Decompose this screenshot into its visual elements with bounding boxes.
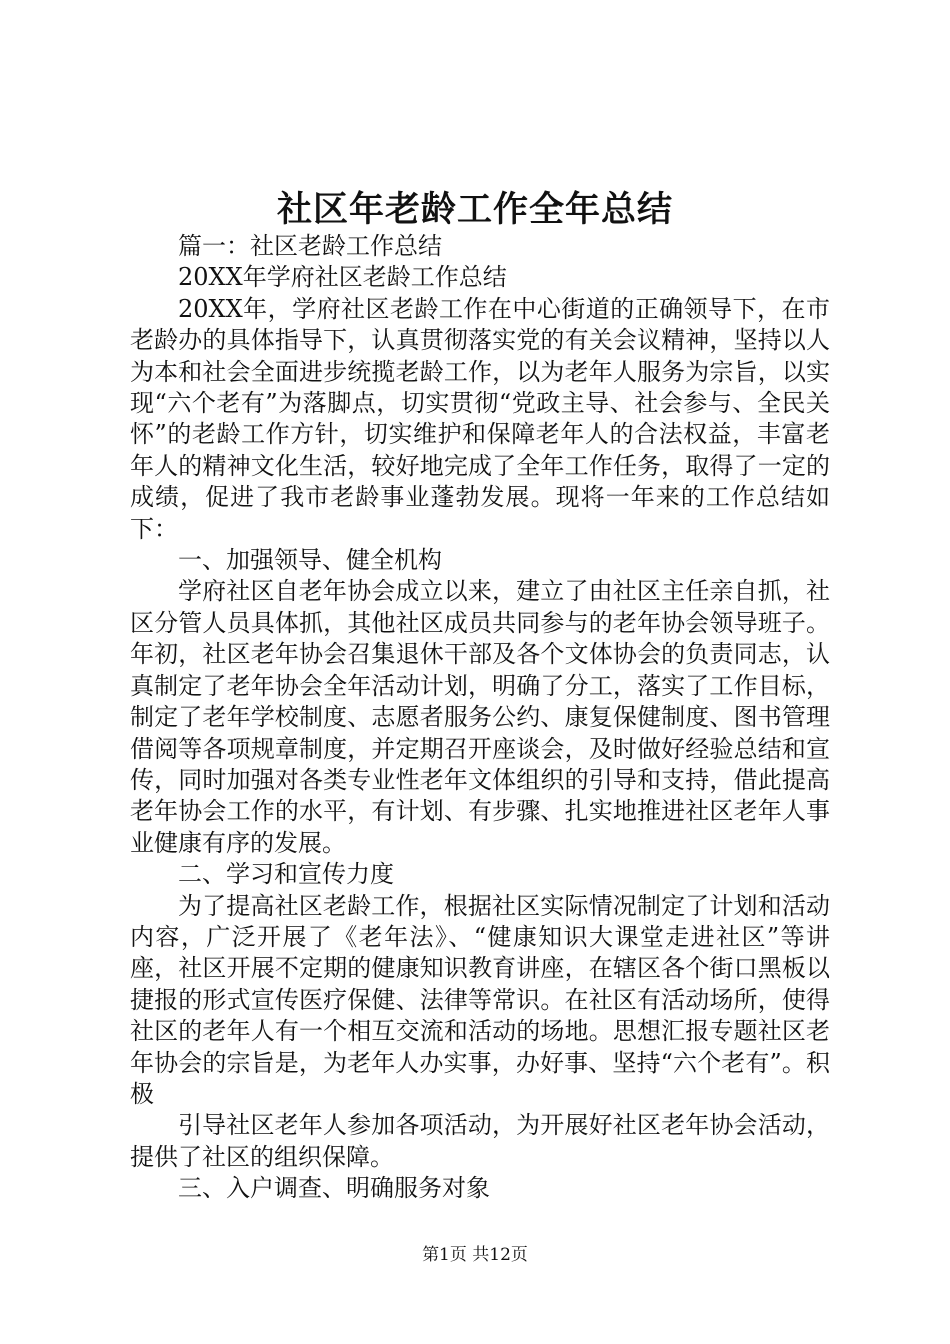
body-paragraph-2: 为了提高社区老龄工作，根据社区实际情况制定了计划和活动内容，广泛开展了《老年法》、“健康知识大课堂走进社区”等讲座，社区开展不定期的健康知识教育讲座，在辖区各个街口黑板以捷报的形式宣传医疗保健、法律等常识。在社区有活动场所，使得社区的老年人有一个相互交流和活动的场地。思想汇报专题社区老年协会的宗旨是，为老年人办实事，办好事、坚持“六个老有”。积极 [130,891,830,1108]
page-title: 社区年老龄工作全年总结 [276,189,673,230]
body-paragraph-1: 学府社区自老年协会成立以来，建立了由社区主任亲自抓，社区分管人员具体抓，其他社区成员共同参与的老年协会领导班子。年初，社区老年协会召集退休干部及各个文体协会的负责同志，认真制定了老年协会全年活动计划，明确了分工，落实了工作目标，制定了老年学校制度、志愿者服务公约、康复保健制度、图书管理借阅等各项规章制度，并定期召开座谈会，及时做好经验总结和宣传，同时加强对各类专业性老年文体组织的引导和支持，借此提高老年协会工作的水平，有计划、有步骤、扎实地推进社区老年人事业健康有序的发展。 [130,577,830,857]
page-footer: 第1页 共12页 [422,1245,528,1265]
document-body [130,231,830,1205]
section-label: 篇一：社区老龄工作总结 [178,232,442,260]
section-heading-3: 三、入户调查、明确服务对象 [178,1174,490,1203]
intro-paragraph: 20XX年，学府社区老龄工作在中心街道的正确领导下，在市老龄办的具体指导下，认真贯彻落实党的有关会议精神，坚持以人为本和社会全面进步统揽老龄工作，以为老年人服务为宗旨，以实现“六个老有”为落脚点，切实贯彻“党政主导、社会参与、全民关怀”的老龄工作方针，切实维护和保障老年人的合法权益，丰富老年人的精神文化生活，较好地完成了全年工作任务，取得了一定的成绩，促进了我市老龄事业蓬勃发展。现将一年来的工作总结如下： [130,294,830,543]
section-heading-1: 一、加强领导、健全机构 [178,546,442,575]
body-paragraph-3: 引导社区老年人参加各项活动，为开展好社区老年协会活动，提供了社区的组织保障。 [130,1111,830,1171]
subtitle: 20XX年学府社区老龄工作总结 [178,263,507,292]
section-heading-2: 二、学习和宣传力度 [178,860,394,889]
